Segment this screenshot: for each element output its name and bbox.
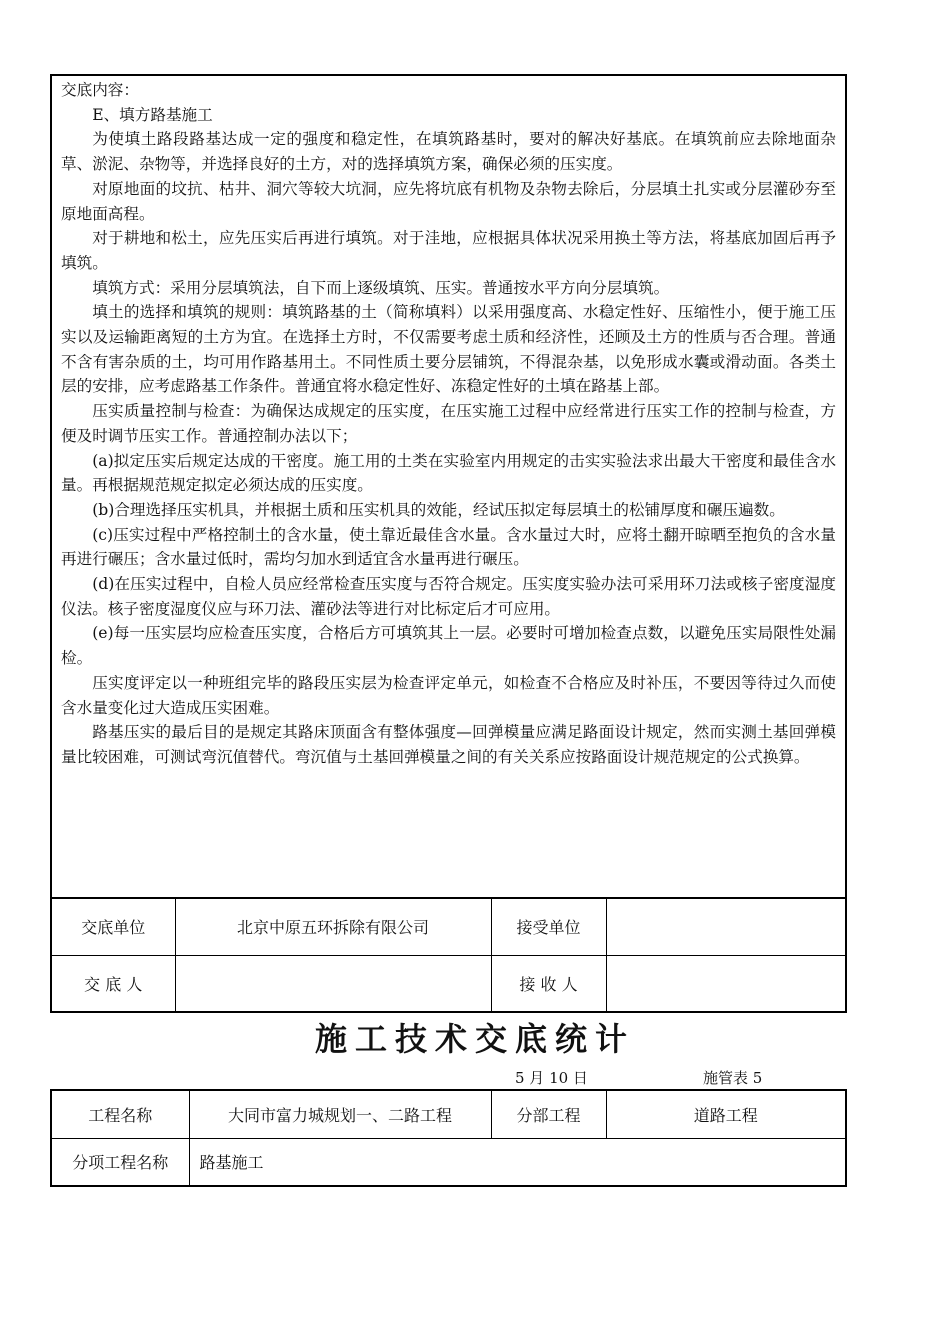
table-row — [51, 898, 846, 955]
project-name-label: 工程名称 — [51, 1090, 189, 1138]
subitem-value: 路基施工 — [189, 1138, 846, 1186]
date-text: 5 月 10 日 — [515, 1069, 588, 1087]
paragraph: 路基压实的最后目的是规定其路床顶面含有整体强度—回弹模量应满足路面设计规定，然而实测土基回弹模量比较困难，可测试弯沉值替代。弯沉值与土基回弹模量之间的有关关系应按路面设计规范规定的公式换算。 — [61, 723, 836, 766]
issuer-person-label: 交 底 人 — [51, 955, 175, 1012]
table-row — [51, 1090, 846, 1138]
table-row — [51, 955, 846, 1012]
project-info-table — [50, 1089, 847, 1187]
page-title: 施工技术交底统计 — [314, 1020, 635, 1058]
issuer-unit-value: 北京中原五环拆除有限公司 — [175, 898, 491, 955]
receiver-person-value — [606, 955, 846, 1012]
division-label: 分部工程 — [491, 1090, 606, 1138]
issuer-unit-label: 交底单位 — [51, 898, 175, 955]
disclosure-content-box — [50, 74, 847, 899]
paragraph: 填筑方式：采用分层填筑法，自下而上逐级填筑、压实。普通按水平方向分层填筑。 — [92, 278, 670, 297]
signature-table — [50, 897, 847, 1013]
paragraph: 压实质量控制与检查：为确保达成规定的压实度，在压实施工过程中应经常进行压实工作的控制与检查，方便及时调节压实工作。普通控制办法以下； — [61, 402, 836, 445]
paragraph: (c)压实过程中严格控制土的含水量，使土靠近最佳含水量。含水量过大时，应将土翻开晾晒至抱负的含水量再进行碾压；含水量过低时，需均匀加水到适宜含水量再进行碾压。 — [61, 525, 836, 569]
paragraph: (d)在压实过程中，自检人员应经常检查压实度与否符合规定。压实度实验办法可采用环刀法或核子密度湿度仪法。核子密度湿度仪应与环刀法、灌砂法等进行对比标定后才可应用。 — [61, 575, 836, 618]
paragraph: 填土的选择和填筑的规则：填筑路基的土（简称填料）以采用强度高、水稳定性好、压缩性小，便于施工压实以及运输距离短的土方为宜。在选择土方时，不仅需要考虑土质和经济性，还顾及土方的性质与否合理。普通不含有害杂质的土，均可用作路基用土。不同性质土要分层铺筑，不得混杂基，以免形成水囊或滑动面。各类土层的安排，应考虑路基工作条件。普通宜将水稳定性好、冻稳定性好的土填在路基上部。 — [61, 303, 836, 396]
subitem-label: 分项工程名称 — [51, 1138, 189, 1186]
project-name-value: 大同市富力城规划一、二路工程 — [189, 1090, 491, 1138]
division-value: 道路工程 — [606, 1090, 846, 1138]
paragraph: (a)拟定压实后规定达成的干密度。施工用的土类在实验室内用规定的击实实验法求出最大干密度和最佳含水量。再根据规范规定拟定必须达成的压实度。 — [61, 451, 836, 495]
receiver-person-label: 接 收 人 — [491, 955, 606, 1012]
content-heading: 交底内容： — [61, 81, 139, 99]
paragraph: 为使填土路段路基达成一定的强度和稳定性，在填筑路基时，要对的解决好基底。在填筑前应去除地面杂草、淤泥、杂物等，并选择良好的土方，对的选择填筑方案，确保必须的压实度。 — [61, 130, 836, 174]
section-title: E、填方路基施工 — [92, 105, 213, 124]
issuer-person-value — [175, 955, 491, 1012]
receiver-unit-value — [606, 898, 846, 955]
paragraph: 压实度评定以一种班组完毕的路段压实层为检查评定单元，如检查不合格应及时补压，不要因等待过久而使含水量变化过大造成压实困难。 — [61, 673, 836, 717]
form-number: 施管表 5 — [703, 1069, 763, 1087]
paragraph: 对于耕地和松土，应先压实后再进行填筑。对于洼地，应根据具体状况采用换土等方法，将基底加固后再予填筑。 — [61, 229, 836, 272]
paragraph: (e)每一压实层均应检查压实度，合格后方可填筑其上一层。必要时可增加检查点数，以避免压实局限性处漏检。 — [61, 624, 836, 668]
paragraph: (b)合理选择压实机具，并根据土质和压实机具的效能，经试压拟定每层填土的松铺厚度和碾压遍数。 — [92, 500, 785, 519]
table-row — [51, 1138, 846, 1186]
receiver-unit-label: 接受单位 — [491, 898, 606, 955]
paragraph: 对原地面的坟抗、枯井、洞穴等较大坑洞，应先将坑底有机物及杂物去除后，分层填土扎实或分层灌砂夯至原地面高程。 — [61, 179, 836, 223]
